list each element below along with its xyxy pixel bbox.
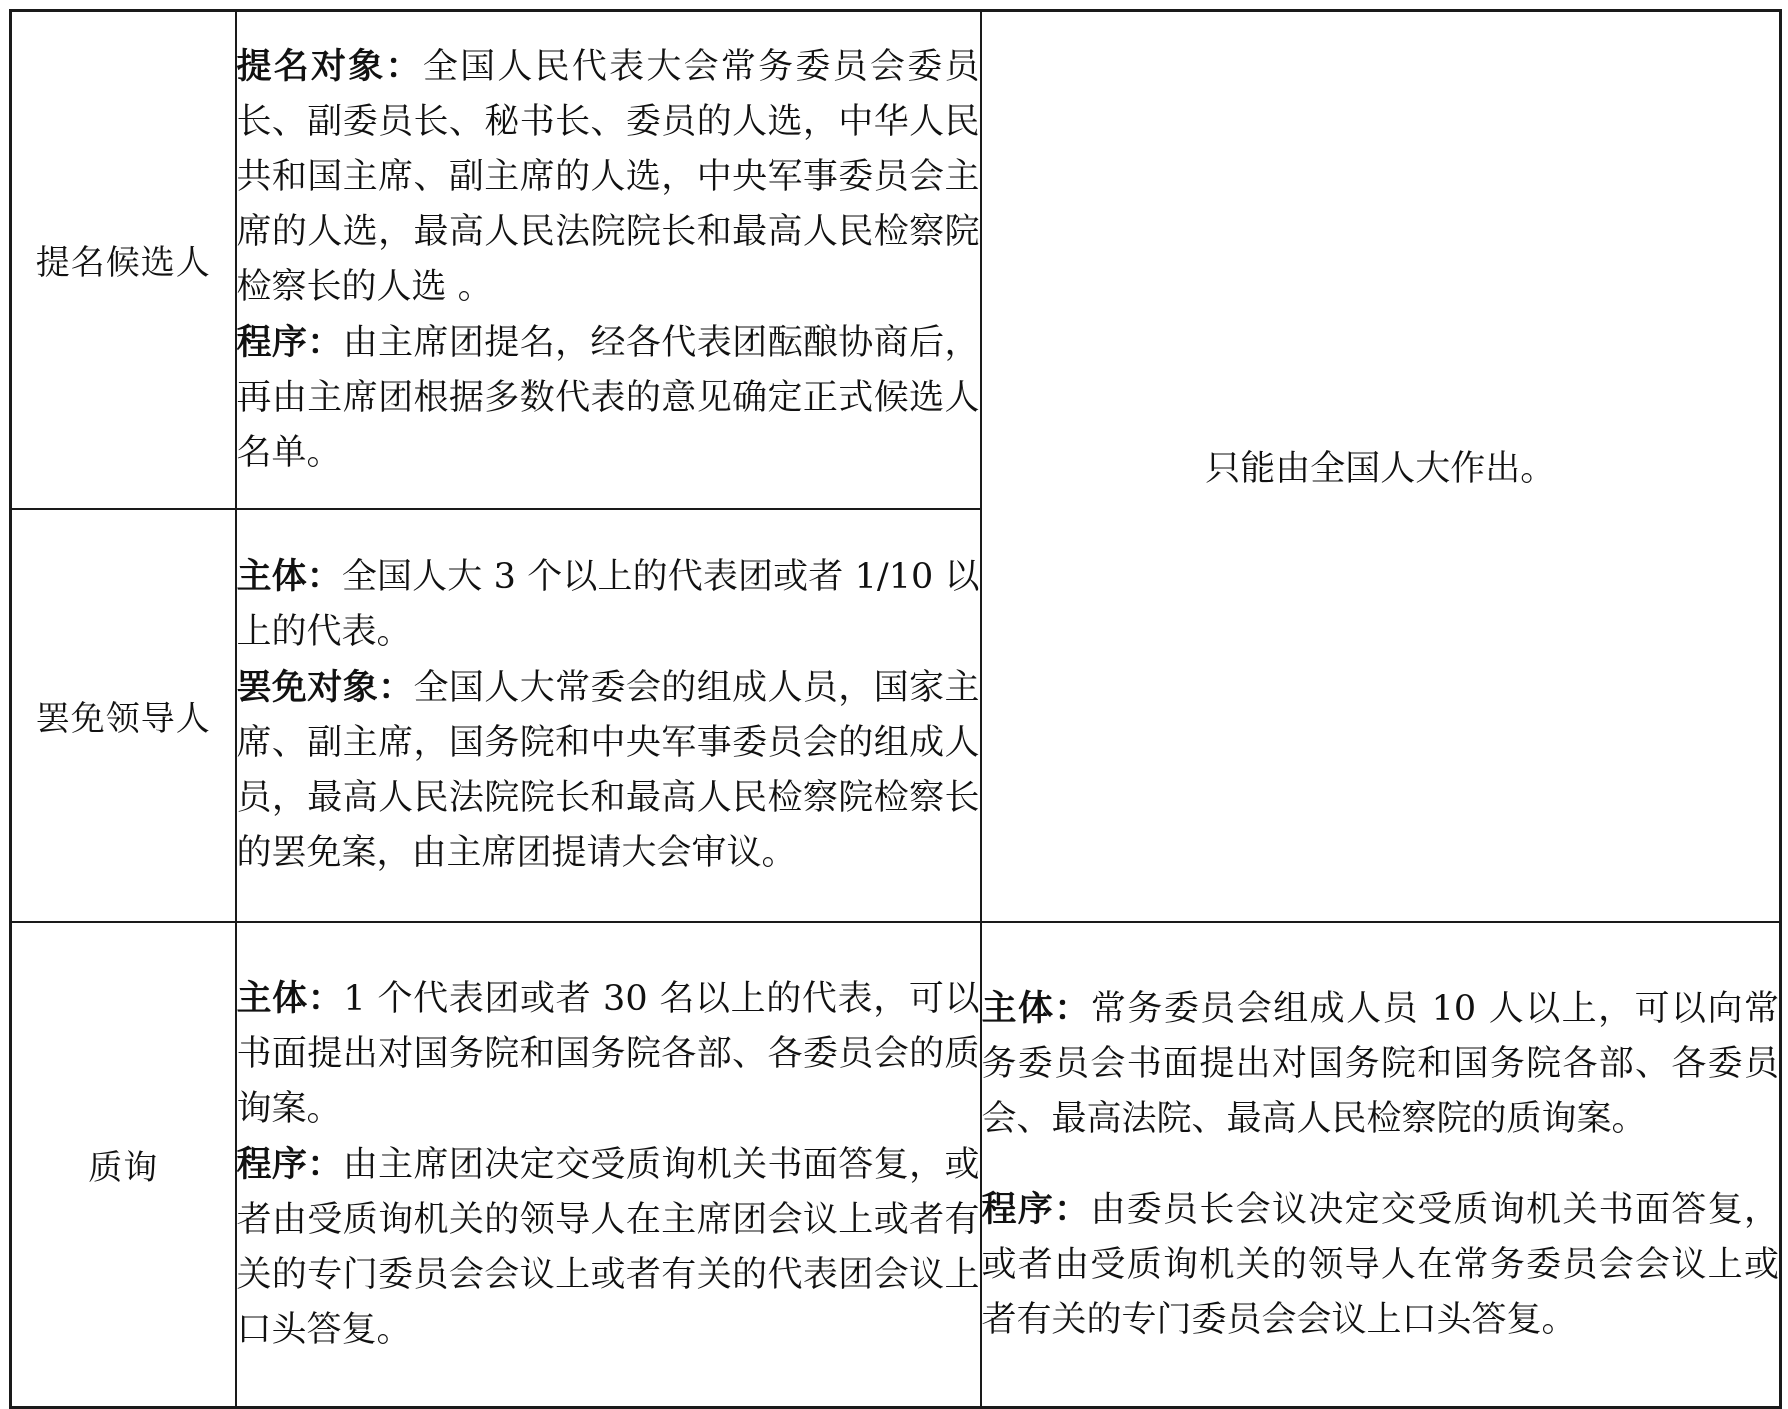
paragraph: [237, 971, 980, 1137]
paragraph-lead: 程序：: [236, 321, 343, 363]
paragraph: [237, 1137, 980, 1358]
paragraph-text: 1 个代表团或者 30 名以上的代表，可以书面提出对国务院和国务院各部、各委员会的质询案。: [236, 978, 980, 1129]
paragraph: [237, 39, 980, 315]
merged-right-cell: 只能由全国人大作出。: [981, 11, 1781, 922]
paragraph-text: 全国人大 3 个以上的代表团或者 1/10 以上的代表。: [236, 557, 980, 652]
paragraph: [982, 981, 1780, 1147]
paragraph: [982, 1182, 1780, 1348]
row-label: 质询: [11, 922, 236, 1408]
paragraph-text: 全国人民代表大会常务委员会委员长、副委员长、秘书长、委员的人选，中华人民共和国主席、副主席的人选，中央军事委员会主席的人选，最高人民法院院长和最高人民检察院检察长的人选 。: [236, 46, 980, 307]
paragraph-text: 由主席团提名，经各代表团酝酿协商后，再由主席团根据多数代表的意见确定正式候选人名单。: [236, 322, 980, 473]
paragraph-text: 由主席团决定交受质询机关书面答复，或者由受质询机关的领导人在主席团会议上或者有关的专门委员会会议上或者有关的代表团会议上口头答复。: [236, 1144, 980, 1350]
paragraph-lead: 罢免对象：: [236, 667, 414, 708]
paragraph-text: 常务委员会组成人员 10 人以上，可以向常务委员会书面提出对国务院和国务院各部、各委员会、最高法院、最高人民检察院的质询案。: [981, 988, 1779, 1139]
paragraph-lead: 主体：: [236, 556, 342, 597]
paragraph: [237, 315, 980, 481]
paragraph: [237, 660, 980, 881]
row-label: 罢免领导人: [11, 509, 236, 922]
table-row: [11, 11, 1781, 509]
inquiry-right-cell: [981, 922, 1781, 1408]
row-label: 提名候选人: [11, 11, 236, 509]
paragraph-lead: 程序：: [236, 1143, 343, 1185]
row-content: [236, 922, 981, 1408]
table-row: [11, 922, 1781, 1408]
paragraph-lead: 主体：: [236, 977, 344, 1019]
paragraph-lead: 主体：: [981, 987, 1091, 1029]
paragraph-text: 由委员长会议决定交受质询机关书面答复，或者由受质询机关的领导人在常务委员会会议上或者有关的专门委员会会议上口头答复。: [981, 1189, 1779, 1340]
paragraph: [237, 549, 980, 660]
comparison-table: [9, 9, 1782, 1409]
paragraph-text: 全国人大常委会的组成人员，国家主席、副主席，国务院和中央军事委员会的组成人员，最高人民法院院长和最高人民检察院检察长的罢免案，由主席团提请大会审议。: [236, 668, 980, 873]
paragraph-lead: 程序：: [981, 1188, 1091, 1230]
row-content: [236, 509, 981, 922]
paragraph-lead: 提名对象：: [236, 45, 423, 87]
row-content: [236, 11, 981, 509]
